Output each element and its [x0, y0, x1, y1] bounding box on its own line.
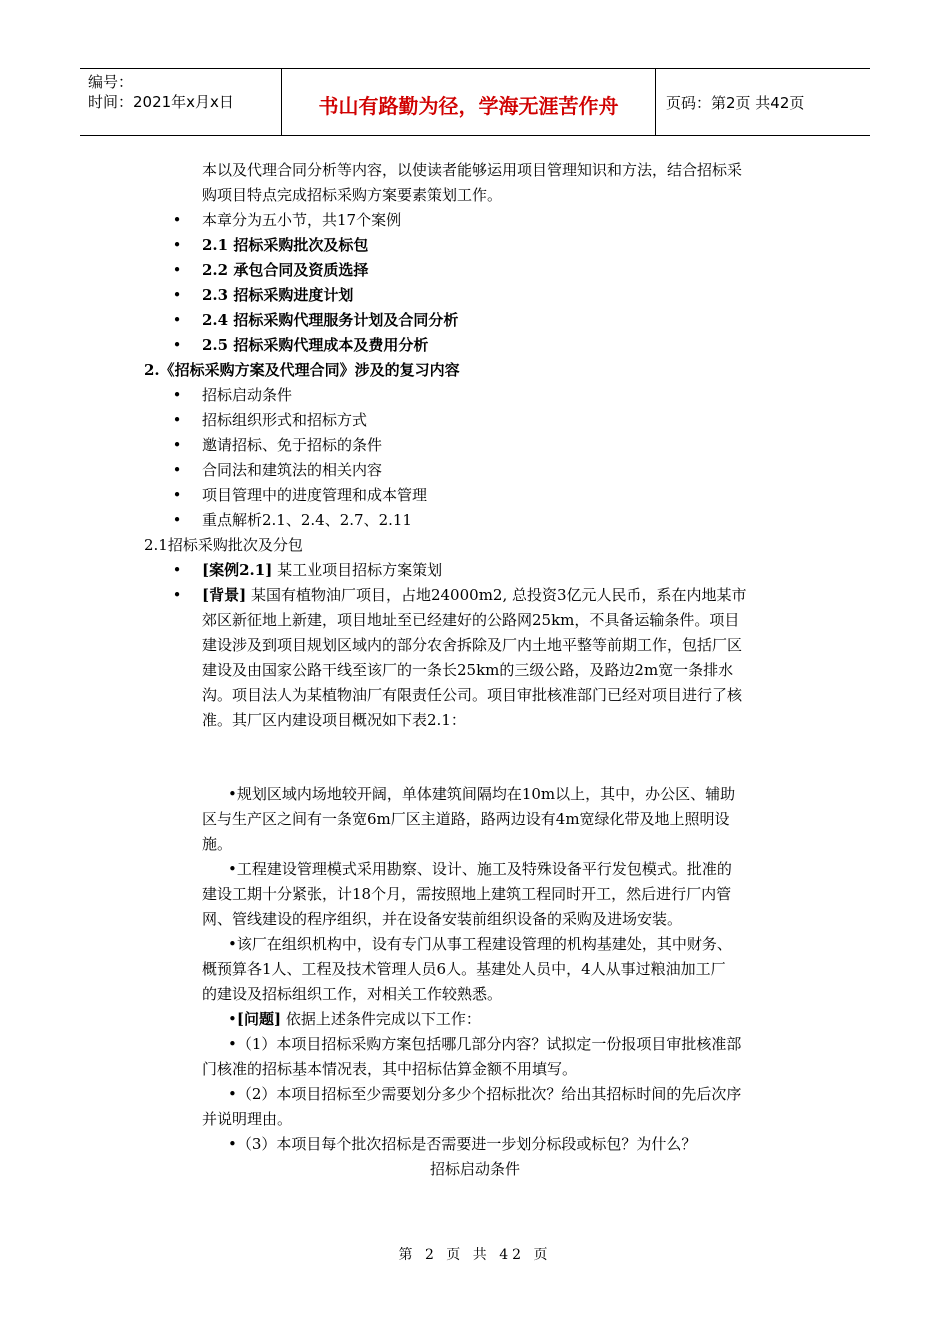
bullet-icon: • — [172, 511, 182, 529]
paragraph-line: •该厂在组织机构中，设有专门从事工程建设管理的机构基建处，其中财务、 — [228, 935, 732, 953]
paragraph-line: 施。 — [202, 835, 233, 853]
background-line: 沟。项目法人为某植物油厂有限责任公司。项目审批核准部门已经对项目进行了核 — [202, 686, 743, 704]
paragraph-line: 的建设及招标组织工作，对相关工作较熟悉。 — [202, 985, 503, 1003]
paragraph-line: 概预算各1人、工程及技术管理人员6人。基建处人员中，4人从事过粮油加工厂 — [202, 960, 726, 978]
list-item: 项目管理中的进度管理和成本管理 — [202, 486, 428, 504]
bullet-icon: • — [172, 386, 182, 404]
background-text: 某国有植物油厂项目，占地24000m2, 总投资3亿元人民币，系在内地某市 — [246, 586, 747, 604]
header-page-label: 页码：第2页 共42页 — [666, 93, 805, 112]
intro-line: 本以及代理合同分析等内容，以使读者能够运用项目管理知识和方法，结合招标采 — [202, 161, 743, 179]
background-line: 建设涉及到项目规划区域内的部分农舍拆除及厂内土地平整等前期工作，包括厂区 — [202, 636, 743, 654]
section-title: 2.《招标采购方案及代理合同》涉及的复习内容 — [144, 361, 460, 379]
number-label: 编号： — [88, 73, 134, 91]
page-header — [80, 68, 870, 136]
background-line: 郊区新征地上新建，项目地址至已经建好的公路网25km，不具备运输条件。项目 — [202, 611, 740, 629]
list-item: 招标组织形式和招标方式 — [202, 411, 368, 429]
list-item: 2.1 招标采购批次及标包 — [202, 236, 369, 254]
bullet-icon: • — [172, 211, 182, 229]
time-label: 时间：2021年x月x日 — [88, 93, 234, 111]
bullet-icon: • — [172, 236, 182, 254]
paragraph-line: •工程建设管理模式采用勘察、设计、施工及特殊设备平行发包模式。批准的 — [228, 860, 732, 878]
background-line — [202, 583, 747, 608]
paragraph-line: 区与生产区之间有一条宽6m厂区主道路，路两边设有4m宽绿化带及地上照明设 — [202, 810, 730, 828]
case-label: [案例2.1] — [202, 561, 273, 579]
list-item: 2.3 招标采购进度计划 — [202, 286, 354, 304]
bullet-icon: • — [172, 461, 182, 479]
background-line: 准。其厂区内建设项目概况如下表2.1： — [202, 711, 466, 729]
bullet-icon: • — [172, 561, 182, 579]
list-item: 重点解析2.1、2.4、2.7、2.11 — [202, 511, 412, 529]
bullet-icon: • — [172, 261, 182, 279]
page-footer: 第 2 页 共 42 页 — [398, 1247, 552, 1263]
bullet-icon: • — [172, 336, 182, 354]
question-heading — [228, 1007, 481, 1032]
question-text: 依据上述条件完成以下工作： — [281, 1010, 481, 1028]
background-label: [背景] — [202, 586, 247, 604]
question-item: •（3）本项目每个批次招标是否需要进一步划分标段或标包？为什么？ — [228, 1135, 697, 1153]
bullet-icon: • — [172, 311, 182, 329]
question-item: 门核准的招标基本情况表，其中招标估算金额不用填写。 — [202, 1060, 578, 1078]
list-item: 2.2 承包合同及资质选择 — [202, 261, 369, 279]
list-item: 合同法和建筑法的相关内容 — [202, 461, 383, 479]
intro-line: 购项目特点完成招标采购方案要素策划工作。 — [202, 186, 503, 204]
question-item: 并说明理由。 — [202, 1110, 293, 1128]
bullet-icon: • — [172, 286, 182, 304]
header-meta — [80, 69, 282, 135]
header-motto: 书山有路勤为径，学海无涯苦作舟 — [282, 69, 656, 135]
bullet-icon: • — [172, 586, 182, 604]
question-label: [问题] — [236, 1010, 282, 1028]
case-title: 某工业项目招标方案策划 — [272, 561, 443, 579]
list-item: 2.5 招标采购代理成本及费用分析 — [202, 336, 429, 354]
list-item: 邀请招标、免于招标的条件 — [202, 436, 383, 454]
bullet-icon: • — [172, 436, 182, 454]
paragraph-line: 建设工期十分紧张，计18个月，需按照地上建筑工程同时开工，然后进行厂内管 — [202, 885, 732, 903]
bullet-icon: • — [172, 411, 182, 429]
bullet-icon: • — [228, 1010, 237, 1028]
list-item: 2.4 招标采购代理服务计划及合同分析 — [202, 311, 459, 329]
case-heading — [202, 558, 442, 583]
question-item: •（1）本项目招标采购方案包括哪几部分内容？试拟定一份报项目审批核准部 — [228, 1035, 742, 1053]
list-item: 招标启动条件 — [202, 386, 293, 404]
bullet-icon: • — [172, 486, 182, 504]
caption: 招标启动条件 — [429, 1160, 520, 1178]
question-item: •（2）本项目招标至少需要划分多少个招标批次？给出其招标时间的先后次序 — [228, 1085, 742, 1103]
paragraph-line: •规划区域内场地较开阔，单体建筑间隔均在10m以上，其中，办公区、辅助 — [228, 785, 736, 803]
list-item: 本章分为五小节，共17个案例 — [202, 211, 402, 229]
paragraph-line: 网、管线建设的程序组织，并在设备安装前组织设备的采购及进场安装。 — [202, 910, 683, 928]
background-line: 建设及由国家公路干线至该厂的一条长25km的三级公路，及路边2m宽一条排水 — [202, 661, 734, 679]
subsection-title: 2.1招标采购批次及分包 — [144, 536, 303, 554]
